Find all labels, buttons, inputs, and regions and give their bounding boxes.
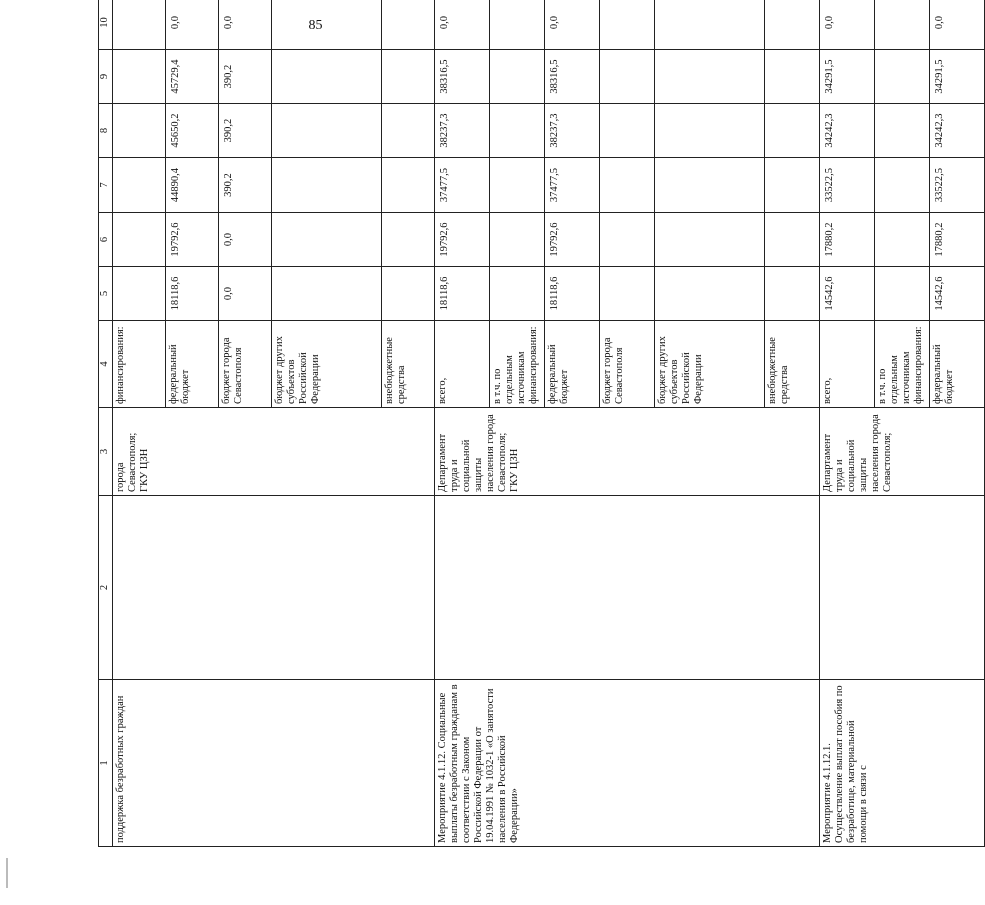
value-cell [490, 0, 545, 50]
value-cell [600, 50, 655, 104]
value-cell [875, 0, 930, 50]
value-cell [113, 267, 166, 321]
value-cell [272, 158, 382, 213]
column-number-2: 2 [99, 496, 113, 680]
value-cell [113, 104, 166, 158]
value-cell: 0,0 [219, 213, 272, 267]
executor-cell: Департамент труда и социальной защиты населения города Севастополя; [820, 408, 985, 496]
value-cell: 38237,3 [435, 104, 490, 158]
value-cell [655, 158, 765, 213]
value-cell [490, 50, 545, 104]
value-cell [490, 104, 545, 158]
value-cell: 0,0 [545, 0, 600, 50]
value-cell [655, 213, 765, 267]
value-cell: 34291,5 [930, 50, 985, 104]
source-label-cell: федеральный бюджет [545, 321, 600, 408]
value-cell [875, 213, 930, 267]
value-cell: 390,2 [219, 50, 272, 104]
value-cell [382, 0, 435, 50]
value-cell [382, 213, 435, 267]
value-cell: 18118,6 [166, 267, 219, 321]
value-cell [113, 50, 166, 104]
value-cell: 17880,2 [930, 213, 985, 267]
value-cell [272, 50, 382, 104]
source-label-cell: федеральный бюджет [166, 321, 219, 408]
value-cell [765, 50, 820, 104]
executor-cell: города Севастополя; ГКУ ЦЗН [113, 408, 435, 496]
value-cell: 33522,5 [820, 158, 875, 213]
table-row [113, 0, 166, 847]
column-number-4: 4 [99, 321, 113, 408]
value-cell: 14542,6 [930, 267, 985, 321]
column-number-7: 7 [99, 158, 113, 213]
empty-column-2-cell [435, 496, 820, 680]
table-row [820, 0, 875, 847]
value-cell: 14542,6 [820, 267, 875, 321]
value-cell: 37477,5 [435, 158, 490, 213]
source-label-cell: всего, [435, 321, 490, 408]
value-cell: 17880,2 [820, 213, 875, 267]
value-cell: 0,0 [820, 0, 875, 50]
value-cell [765, 267, 820, 321]
value-cell: 38316,5 [545, 50, 600, 104]
measure-name-cell: Мероприятие 4.1.12. Социальные выплаты безработным гражданам в соответствии с Законом Российской Федерации от 19.04.1991 № 1032-1 «О занятости населения в Российской Федерации» [435, 680, 820, 847]
value-cell [382, 158, 435, 213]
value-cell: 19792,6 [435, 213, 490, 267]
value-cell [490, 158, 545, 213]
value-cell: 19792,6 [545, 213, 600, 267]
value-cell [382, 267, 435, 321]
value-cell [272, 213, 382, 267]
column-number-9: 9 [99, 50, 113, 104]
value-cell [600, 158, 655, 213]
source-label-cell: всего, [820, 321, 875, 408]
source-label-cell: бюджет других субъектов Российской Федерации [655, 321, 765, 408]
column-number-3: 3 [99, 408, 113, 496]
measure-name-cell: поддержка безработных граждан [113, 680, 435, 847]
value-cell: 18118,6 [545, 267, 600, 321]
value-cell: 37477,5 [545, 158, 600, 213]
value-cell: 34291,5 [820, 50, 875, 104]
value-cell [600, 104, 655, 158]
source-label-cell: бюджет города Севастополя [219, 321, 272, 408]
financing-table [98, 0, 985, 847]
source-label-cell: в т.ч. по отдельным источникам финансирования: [490, 321, 545, 408]
value-cell [655, 0, 765, 50]
value-cell: 44890,4 [166, 158, 219, 213]
value-cell: 0,0 [219, 0, 272, 50]
column-number-8: 8 [99, 104, 113, 158]
value-cell: 38237,3 [545, 104, 600, 158]
value-cell [490, 267, 545, 321]
value-cell [113, 158, 166, 213]
value-cell: 34242,3 [930, 104, 985, 158]
value-cell [600, 0, 655, 50]
value-cell: 0,0 [930, 0, 985, 50]
value-cell: 0,0 [219, 267, 272, 321]
value-cell [875, 158, 930, 213]
empty-column-2-cell [113, 496, 435, 680]
value-cell [113, 213, 166, 267]
value-cell: 45729,4 [166, 50, 219, 104]
value-cell: 390,2 [219, 158, 272, 213]
value-cell [765, 158, 820, 213]
value-cell [600, 213, 655, 267]
value-cell: 390,2 [219, 104, 272, 158]
value-cell [600, 267, 655, 321]
value-cell [272, 104, 382, 158]
source-label-cell: бюджет города Севастополя [600, 321, 655, 408]
column-number-1: 1 [99, 680, 113, 847]
empty-column-2-cell [820, 496, 985, 680]
scan-edge-mark [6, 858, 8, 888]
column-number-5: 5 [99, 267, 113, 321]
value-cell: 0,0 [166, 0, 219, 50]
value-cell [875, 104, 930, 158]
value-cell [765, 213, 820, 267]
value-cell [113, 0, 166, 50]
measure-name-cell: Мероприятие 4.1.12.1. Осуществление выплат пособия по безработице, материальной помощи в связи с [820, 680, 985, 847]
value-cell [272, 267, 382, 321]
header-row [99, 0, 113, 847]
column-number-10: 10 [99, 0, 113, 50]
value-cell [655, 50, 765, 104]
value-cell [655, 104, 765, 158]
value-cell [875, 267, 930, 321]
value-cell: 34242,3 [820, 104, 875, 158]
source-label-cell: финансирования: [113, 321, 166, 408]
value-cell: 18118,6 [435, 267, 490, 321]
value-cell: 45650,2 [166, 104, 219, 158]
executor-cell: Департамент труда и социальной защиты населения города Севастополя; ГКУ ЦЗН [435, 408, 820, 496]
source-label-cell: в т.ч. по отдельным источникам финансирования: [875, 321, 930, 408]
value-cell [272, 0, 382, 50]
source-label-cell: федеральный бюджет [930, 321, 985, 408]
value-cell [765, 0, 820, 50]
value-cell: 19792,6 [166, 213, 219, 267]
value-cell [382, 50, 435, 104]
value-cell [875, 50, 930, 104]
source-label-cell: внебюджетные средства [382, 321, 435, 408]
source-label-cell: бюджет других субъектов Российской Федерации [272, 321, 382, 408]
page-number: 85 [308, 18, 323, 33]
value-cell: 33522,5 [930, 158, 985, 213]
column-number-6: 6 [99, 213, 113, 267]
value-cell: 0,0 [435, 0, 490, 50]
value-cell [382, 104, 435, 158]
value-cell: 38316,5 [435, 50, 490, 104]
value-cell [490, 213, 545, 267]
table-row [435, 0, 490, 847]
source-label-cell: внебюджетные средства [765, 321, 820, 408]
value-cell [655, 267, 765, 321]
value-cell [765, 104, 820, 158]
